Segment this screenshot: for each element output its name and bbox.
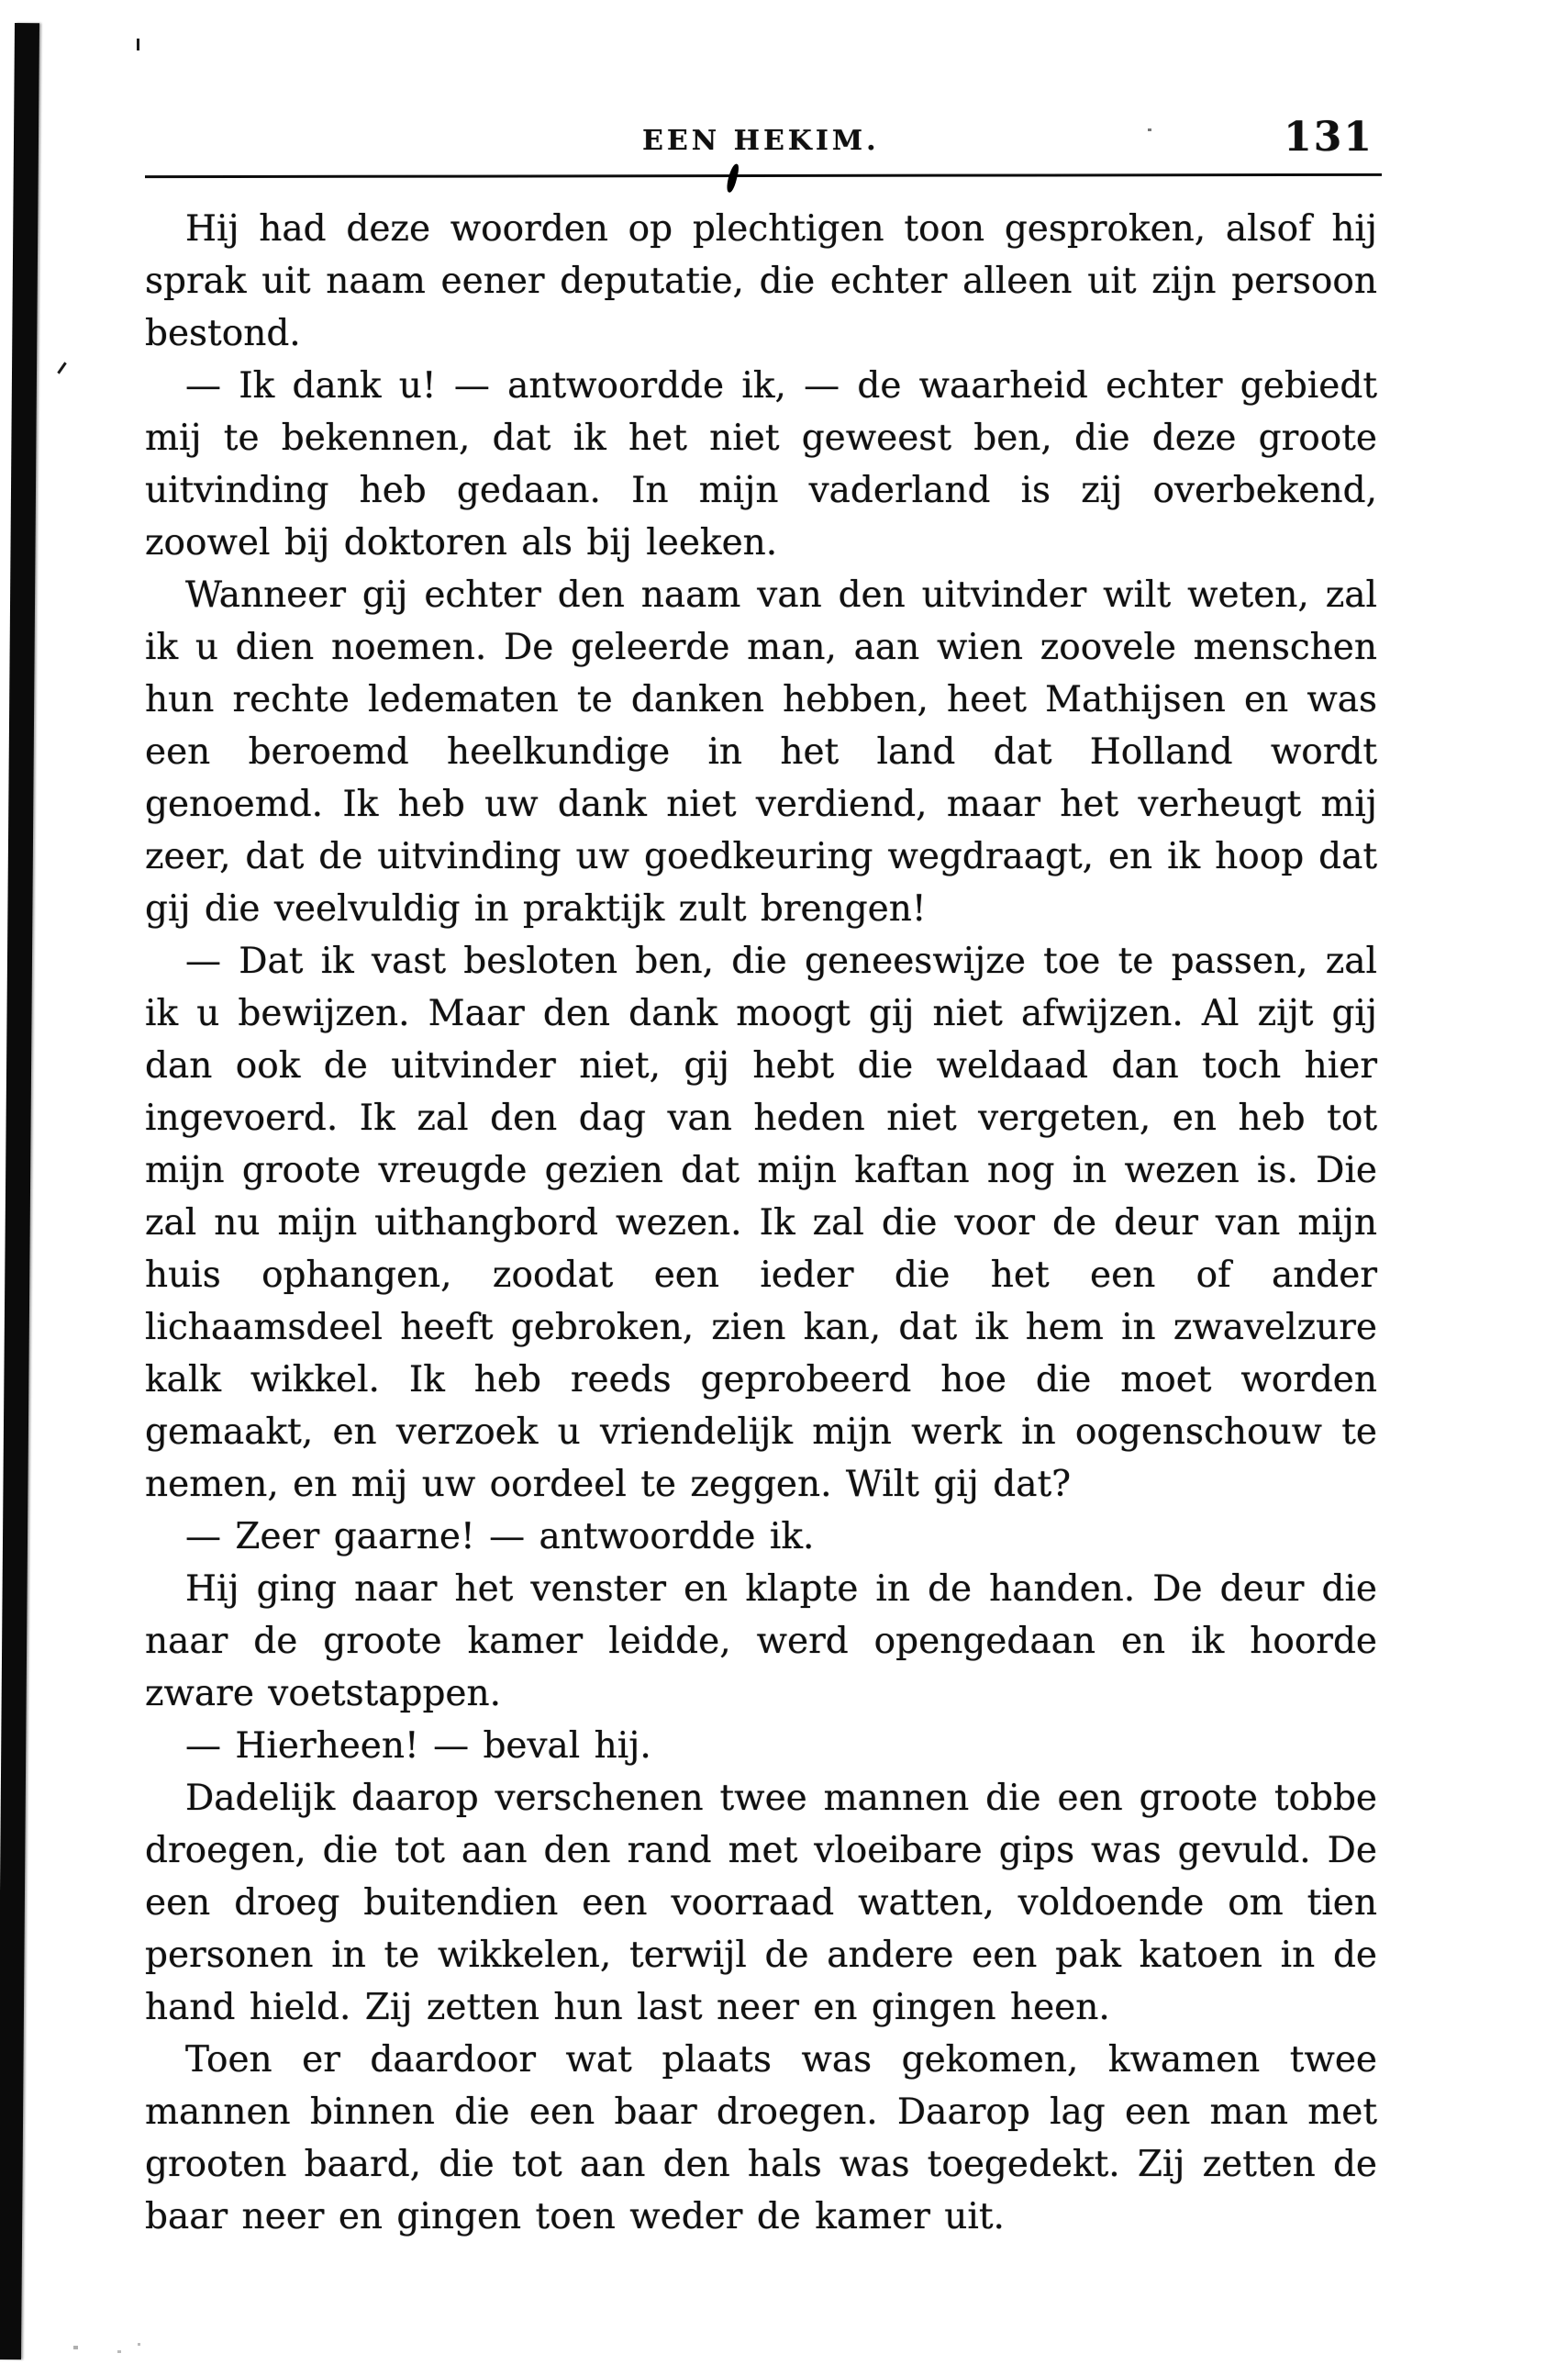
scan-speck xyxy=(1148,128,1151,131)
text-block xyxy=(145,203,1377,2243)
paragraph: Hij ging naar het venster en klapte in de handen. De deur die naar de groote kamer leidde, werd opengedaan en ik hoorde zware voetstappen. xyxy=(145,1568,1377,1714)
scan-speck xyxy=(57,362,66,374)
paragraph: — Hierheen! — beval hij. xyxy=(185,1725,651,1767)
scan-speck xyxy=(138,2343,140,2346)
paragraph: — Dat ik vast besloten ben, die geneeswijze toe te passen, zal ik u bewijzen. Maar den dank moogt gij niet afwijzen. Al zijt gij dan ook de uitvinder niet, gij hebt die weldaad dan toch hier ingevoerd. Ik zal den dag van heden niet vergeten, en heb tot mijn groote vreugde gezien dat mijn kaftan nog in wezen is. Die zal nu mijn uithangbord wezen. Ik zal die voor de deur van mijn huis ophangen, zoodat een ieder die het een of ander lichaamsdeel heeft gebroken, zien kan, dat ik hem in zwavelzure kalk wikkel. Ik heb reeds geprobeerd hoe die moet worden gemaakt, en verzoek u vriendelijk mijn werk in oogenschouw te nemen, en mij uw oordeel te zeggen. Wilt gij dat? xyxy=(145,941,1377,1505)
paragraph: Toen er daardoor wat plaats was gekomen, kwamen twee mannen binnen die een baar droegen. Daarop lag een man met grooten baard, die tot aan den hals was toegedekt. Zij zetten de baar neer en gingen toen weder de kamer uit. xyxy=(145,2039,1377,2237)
scan-speck xyxy=(117,2350,121,2353)
paragraph: — Zeer gaarne! — antwoordde ik. xyxy=(185,1516,815,1557)
scan-speck xyxy=(73,2346,78,2349)
paragraph: Wanneer gij echter den naam van den uitvinder wilt weten, zal ik u dien noemen. De geleerde man, aan wien zoovele menschen hun rechte ledematen te danken hebben, heet Mathijsen en was een beroemd heelkundige in het land dat Holland wordt genoemd. Ik heb uw dank niet verdiend, maar het verheugt mij zeer, dat de uitvinding uw goedkeuring wegdraagt, en ik hoop dat gij die veelvuldig in praktijk zult brengen! xyxy=(145,574,1377,930)
running-title: EEN HEKIM. xyxy=(642,125,880,157)
scan-speck xyxy=(137,39,139,50)
binding-shadow xyxy=(0,23,39,2359)
header-rule xyxy=(145,173,1382,178)
paragraph: Dadelijk daarop verschenen twee mannen die een groote tobbe droegen, die tot aan den rand met vloeibare gips was gevuld. De een droeg buitendien een voorraad watten, voldoende om tien personen in te wikkelen, terwijl de andere een pak katoen in de hand hield. Zij zetten hun last neer en gingen heen. xyxy=(145,1778,1377,2028)
page-number: 131 xyxy=(1284,114,1373,161)
paragraph: — Ik dank u! — antwoordde ik, — de waarheid echter gebiedt mij te bekennen, dat ik het niet geweest ben, die deze groote uitvinding heb gedaan. In mijn vaderland is zij overbekend, zoowel bij doktoren als bij leeken. xyxy=(145,365,1377,563)
ink-blot xyxy=(725,162,740,193)
paragraph: Hij had deze woorden op plechtigen toon gesproken, alsof hij sprak uit naam eener deputatie, die echter alleen uit zijn persoon bestond. xyxy=(145,208,1377,354)
